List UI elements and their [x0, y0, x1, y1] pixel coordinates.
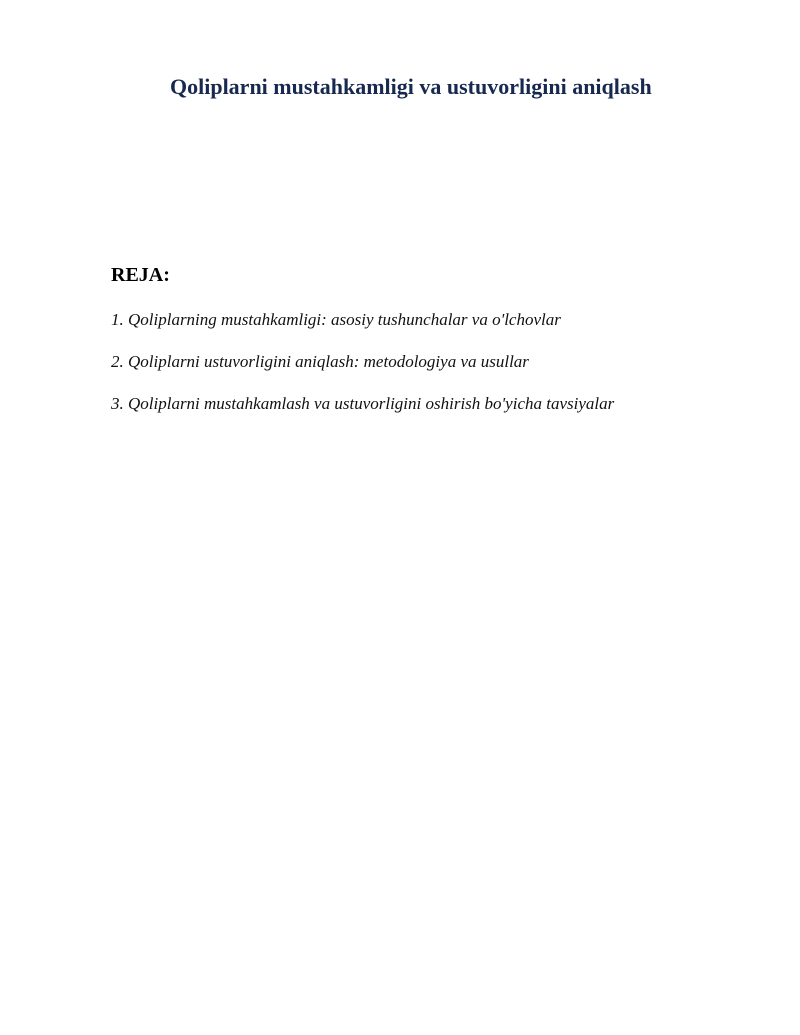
plan-item-2: 2. Qoliplarni ustuvorligini aniqlash: metodologiya va usullar	[111, 352, 529, 371]
plan-item-3: 3. Qoliplarni mustahkamlash va ustuvorligini oshirish bo'yicha tavsiyalar	[111, 394, 615, 413]
plan-list	[111, 308, 614, 434]
plan-item-1: 1. Qoliplarning mustahkamligi: asosiy tushunchalar va o'lchovlar	[111, 310, 561, 329]
plan-heading: REJA:	[111, 264, 170, 286]
document-title: Qoliplarni mustahkamligi va ustuvorligini aniqlash	[170, 74, 652, 99]
